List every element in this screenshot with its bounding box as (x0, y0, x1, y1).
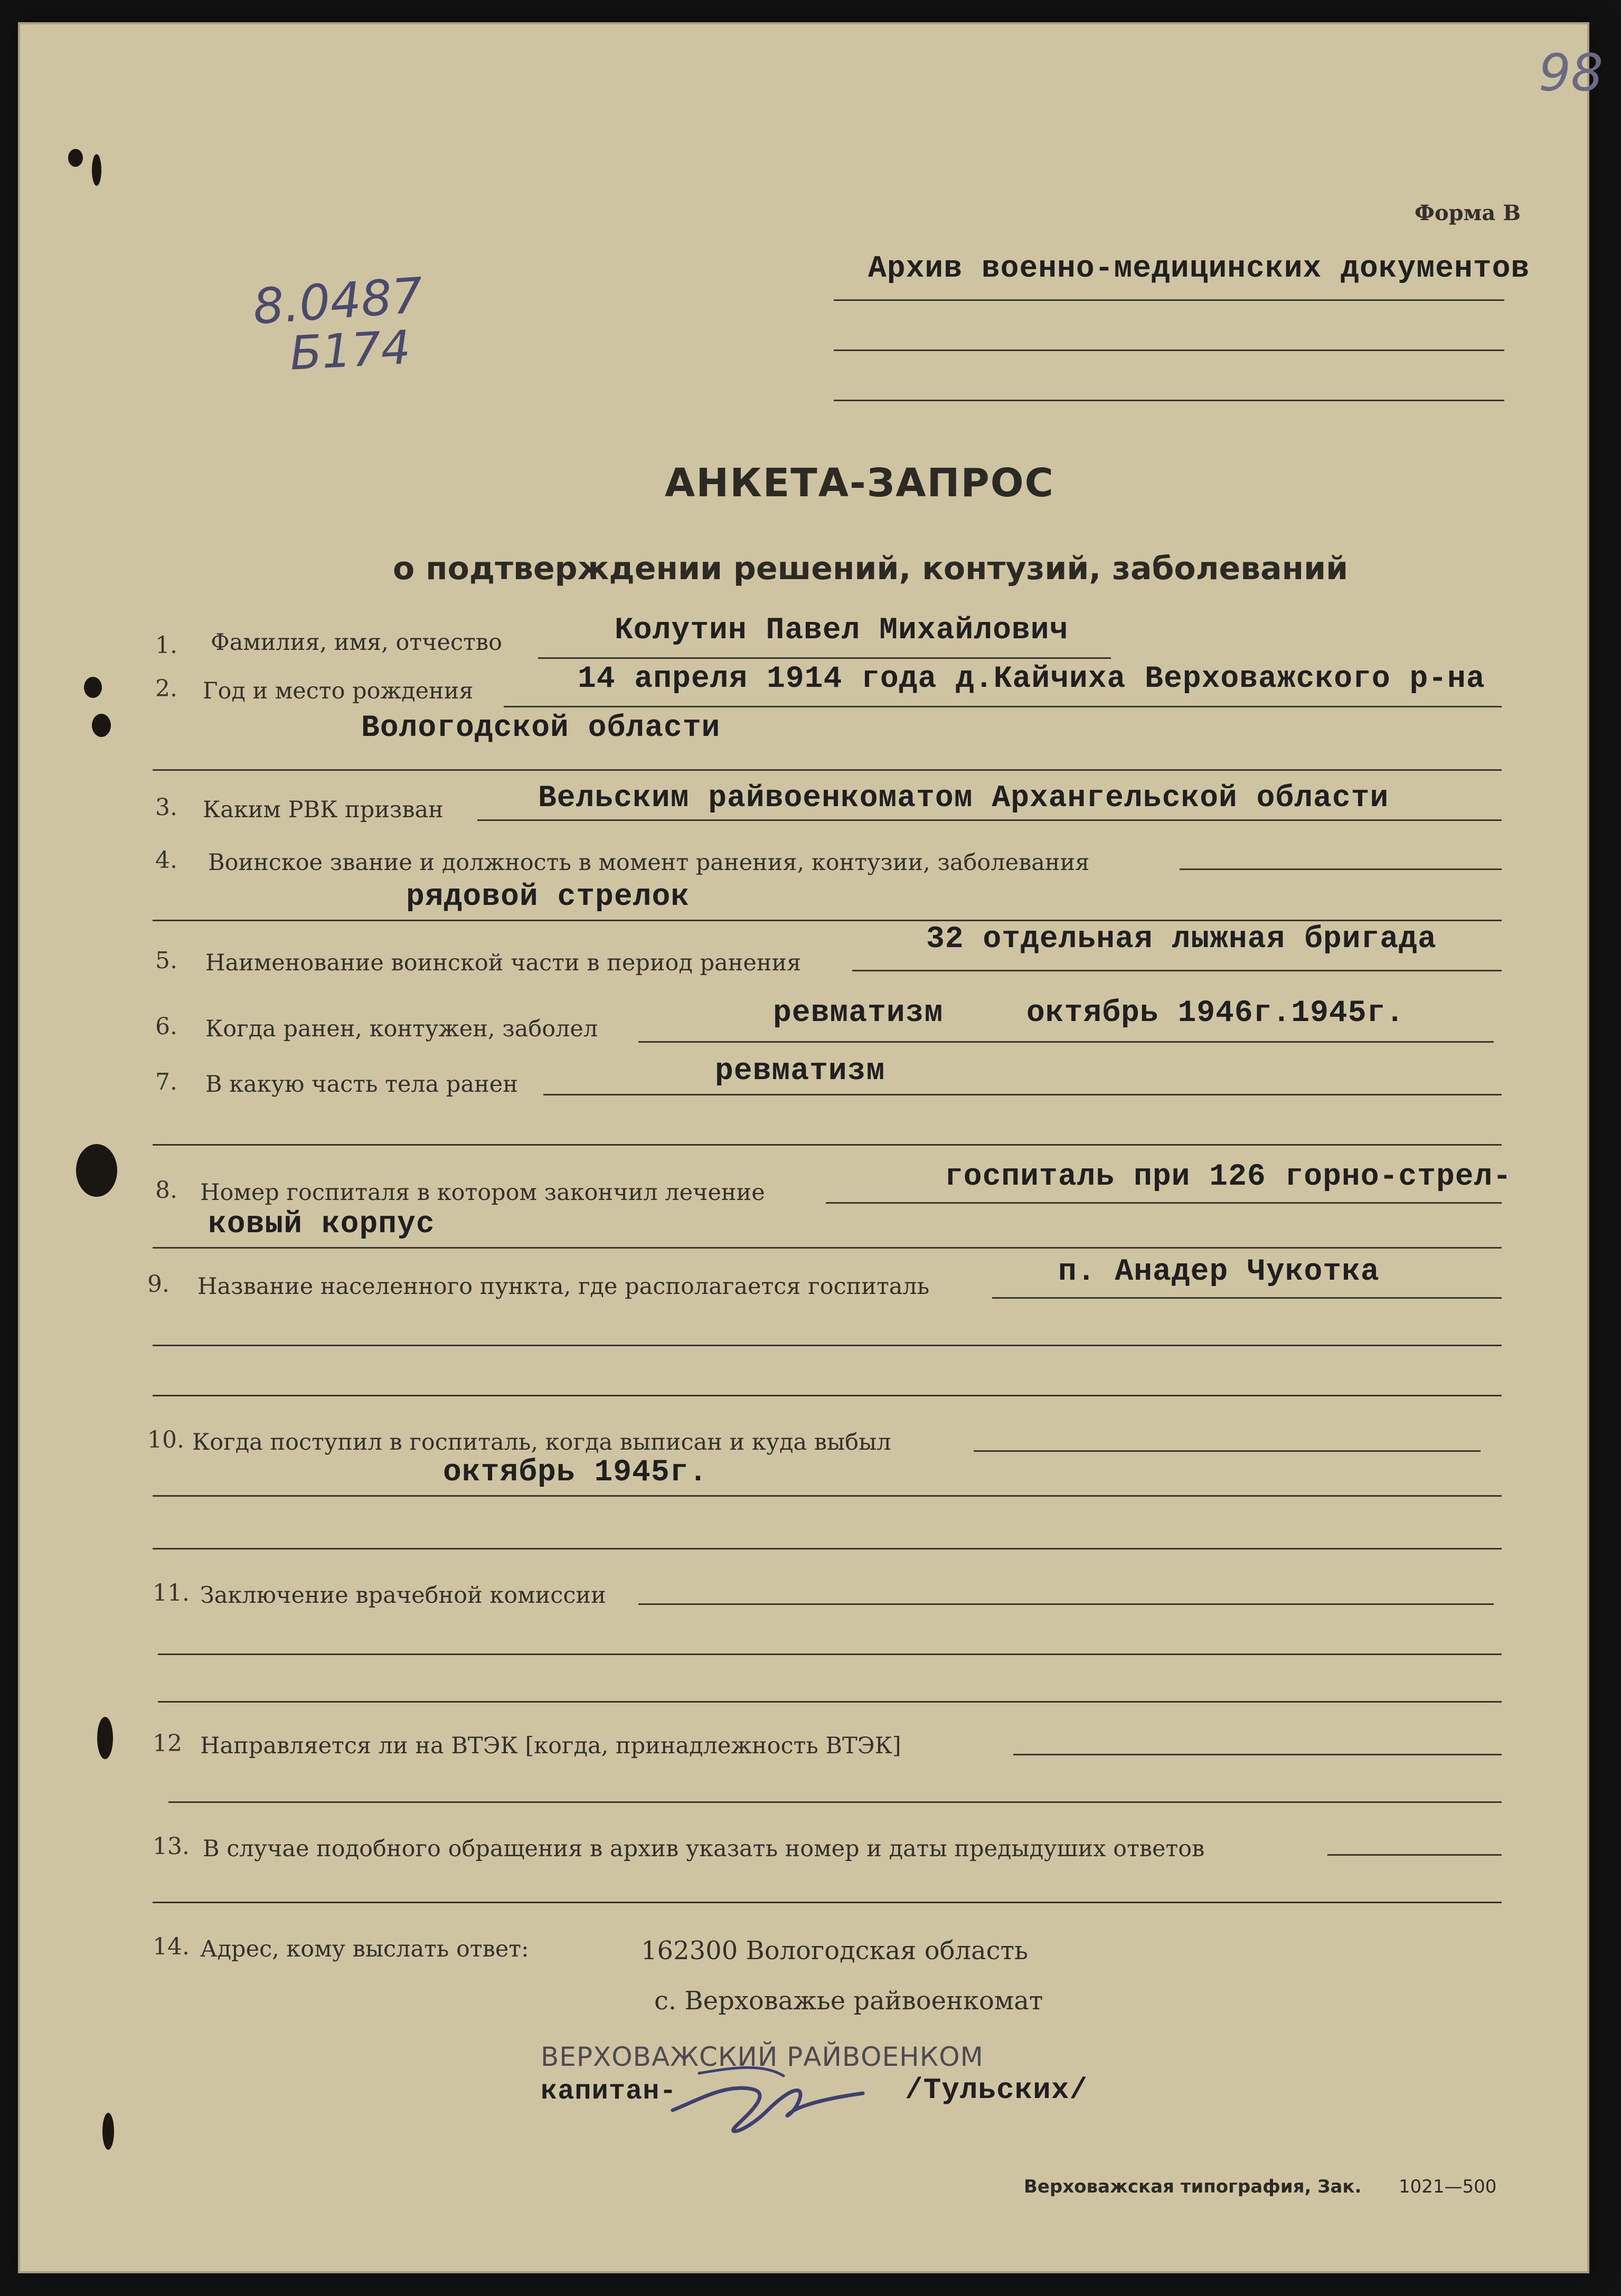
form-label: Форма В (1415, 201, 1521, 225)
field-2-value: 14 апреля 1914 года д.Кайчиха Верховажского р-на (578, 662, 1485, 696)
field-line (504, 706, 1502, 707)
field-line (477, 819, 1502, 821)
document-page (18, 22, 1604, 2273)
field-6-label: Когда ранен, контужен, заболел (205, 1016, 598, 1042)
addressee-line (834, 299, 1504, 301)
field-12-number: 12 (153, 1730, 182, 1757)
signer-rank: капитан- (541, 2076, 677, 2107)
binding-hole (76, 1144, 117, 1197)
document-subtitle: о подтверждении решений, контузий, заболеваний (393, 550, 1349, 587)
field-8-label: Номер госпиталя в котором закончил лечение (200, 1179, 765, 1206)
field-line (153, 1395, 1502, 1396)
field-8-number: 8. (155, 1177, 177, 1204)
field-line (158, 1701, 1502, 1703)
field-14-number: 14. (153, 1933, 190, 1960)
return-address-line-2: с. Верховажье райвоенкомат (654, 1986, 1043, 2016)
stamp-text: ВЕРХОВАЖСКИЙ РАЙВОЕНКОМ (541, 2042, 984, 2072)
document-title: АНКЕТА-ЗАПРОС (665, 460, 1054, 506)
field-line (638, 1603, 1494, 1605)
field-9-label: Название населенного пункта, где располагается госпиталь (197, 1273, 930, 1300)
field-11-label: Заключение врачебной комиссии (200, 1582, 606, 1609)
field-line (543, 1094, 1502, 1095)
field-3-label: Каким РВК призван (203, 797, 444, 823)
handwritten-code: 8.0487 (251, 267, 425, 336)
signature (667, 2052, 868, 2142)
field-line (153, 1548, 1502, 1549)
binding-hole (84, 677, 102, 698)
field-6-value: ревматизм (773, 996, 944, 1031)
order-number: 1021—500 (1399, 2176, 1497, 2197)
addressee-line (834, 400, 1504, 401)
field-8-value: госпиталь при 126 горно-стрел- (945, 1160, 1512, 1194)
binding-hole (102, 2113, 114, 2150)
field-2-value-cont: Вологодской области (361, 711, 721, 745)
field-6-date: октябрь 1946г.1945г. (1026, 996, 1405, 1031)
field-12-label: Направляется ли на ВТЭК [когда, принадлежность ВТЭК] (200, 1733, 901, 1759)
field-13-label: В случае подобного обращения в архив указать номер и даты предыдуших ответов (203, 1836, 1205, 1862)
field-5-label: Наименование воинской части в период ранения (205, 950, 802, 976)
field-line (153, 1247, 1502, 1249)
field-10-value: октябрь 1945г. (443, 1456, 708, 1490)
addressee-line (834, 349, 1504, 351)
field-7-number: 7. (155, 1069, 177, 1095)
field-9-value: п. Анадер Чукотка (1058, 1255, 1380, 1289)
field-line (153, 1495, 1502, 1497)
printer-imprint: Верховажская типография, Зак. (1024, 2176, 1362, 2197)
binding-hole (68, 149, 83, 167)
field-14-label: Адрес, кому выслать ответ: (200, 1936, 529, 1962)
field-line (153, 1144, 1502, 1146)
field-line (826, 1202, 1502, 1204)
field-2-label: Год и место рождения (203, 678, 474, 704)
field-2-number: 2. (155, 675, 177, 702)
field-line (153, 1902, 1502, 1903)
field-5-number: 5. (155, 947, 177, 974)
field-5-value: 32 отдельная лыжная бригада (926, 922, 1437, 957)
page-number: 98 (1539, 43, 1604, 102)
field-1-value: Колутин Павел Михайлович (615, 613, 1069, 648)
field-4-value: рядовой стрелок (406, 880, 690, 914)
signer-name: /Тульских/ (905, 2073, 1088, 2107)
addressee: Архив военно-медицинских документов (868, 252, 1530, 286)
field-line (153, 920, 1502, 921)
field-line (992, 1297, 1502, 1299)
field-10-number: 10. (147, 1426, 184, 1453)
field-line (1013, 1754, 1502, 1755)
field-line (538, 657, 1111, 659)
field-line (1327, 1854, 1502, 1856)
field-line (153, 1345, 1502, 1346)
field-11-number: 11. (153, 1580, 190, 1607)
field-line (852, 970, 1502, 971)
field-7-label: В какую часть тела ранен (205, 1071, 518, 1098)
binding-hole (92, 154, 101, 186)
field-3-number: 3. (155, 794, 177, 821)
handwritten-code: Б174 (288, 320, 412, 381)
field-13-number: 13. (153, 1833, 190, 1860)
binding-hole (92, 714, 111, 737)
field-line (638, 1041, 1494, 1043)
field-line (158, 1654, 1502, 1655)
field-line (974, 1450, 1481, 1452)
field-4-label: Воинское звание и должность в момент ранения, контузии, заболевания (208, 849, 1090, 876)
field-1-number: 1. (155, 632, 177, 659)
field-line (1180, 868, 1502, 870)
field-7-value: ревматизм (715, 1054, 885, 1089)
field-9-number: 9. (147, 1271, 169, 1298)
binding-hole (97, 1717, 113, 1759)
field-8-value-cont: ковый корпус (208, 1207, 435, 1242)
field-line (168, 1801, 1502, 1803)
return-address-line-1: 162300 Вологодская область (641, 1936, 1029, 1966)
field-6-number: 6. (155, 1013, 177, 1040)
field-3-value: Вельским райвоенкоматом Архангельской области (538, 781, 1389, 816)
field-line (153, 769, 1502, 771)
field-1-label: Фамилия, имя, отчество (211, 629, 502, 656)
field-4-number: 4. (155, 847, 177, 874)
field-10-label: Когда поступил в госпиталь, когда выписан и куда выбыл (192, 1429, 891, 1456)
